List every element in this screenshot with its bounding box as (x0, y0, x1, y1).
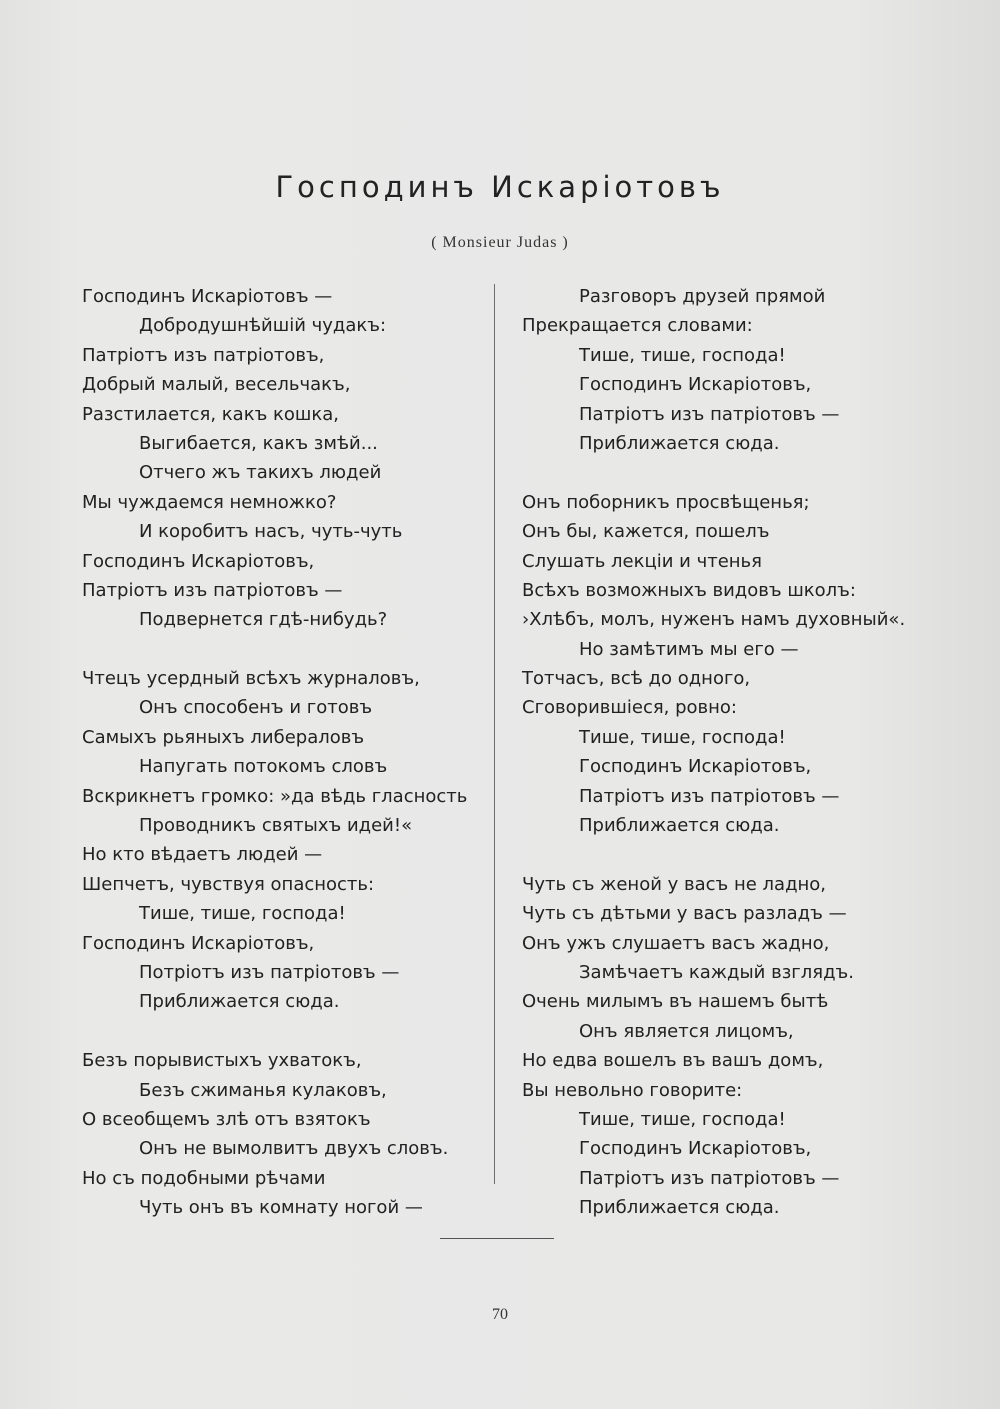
stanza-break (522, 840, 942, 869)
verse-line: Онъ поборникъ просвѣщенья; (522, 491, 810, 513)
column-divider (494, 284, 495, 1184)
stanza-break (82, 1017, 494, 1046)
verse-line: Но едва вошелъ въ вашъ домъ, (522, 1050, 824, 1072)
verse-line: Тише, тише, господа! (139, 903, 346, 925)
verse-line: Чуть онъ въ комнату ногой — (139, 1197, 423, 1219)
stanza-break (82, 635, 494, 664)
verse-line: Добродушнѣйшій чудакъ: (139, 315, 387, 337)
verse-line: Онъ способенъ и готовъ (139, 697, 373, 719)
verse-line: Но кто вѣдаетъ людей — (82, 844, 323, 866)
verse-line: Онъ бы, кажется, пошелъ (522, 521, 770, 543)
right-column (522, 282, 942, 1223)
verse-line: Напугать потокомъ словъ (139, 756, 388, 778)
verse-line: Чуть съ женой у васъ не ладно, (522, 873, 827, 895)
page-number: 70 (492, 1306, 508, 1323)
verse-line: Выгибается, какъ змѣй... (139, 432, 378, 454)
verse-line: Безъ порывистыхъ ухватокъ, (82, 1050, 362, 1072)
verse-line: Мы чуждаемся немножко? (82, 491, 337, 513)
verse-line: Прекращается словами: (522, 315, 753, 337)
poem-title: Господинъ Искаріотовъ (275, 170, 725, 204)
verse-line: ›Хлѣбъ, молъ, нуженъ намъ духовный«. (522, 609, 906, 631)
stanza-break (522, 458, 942, 487)
verse-line: Чуть съ дѣтьми у васъ разладъ — (522, 903, 847, 925)
verse-line: Потріотъ изъ патріотовъ — (139, 961, 400, 983)
verse-line: Проводникъ святыхъ идей!« (139, 815, 413, 837)
verse-line: Разговоръ друзей прямой (579, 286, 826, 307)
verse-line: Но съ подобными рѣчами (82, 1167, 326, 1189)
verse-line: Патріотъ изъ патріотовъ — (579, 1167, 840, 1189)
verse-line: Очень милымъ въ нашемъ бытѣ (522, 991, 829, 1013)
verse-line: Приближается сюда. (579, 815, 780, 837)
verse-line: Приближается сюда. (579, 432, 780, 454)
left-column (82, 282, 494, 1223)
verse-line: Отчего жъ такихъ людей (139, 462, 382, 484)
verse-line: Онъ является лицомъ, (579, 1020, 794, 1042)
verse-line: Господинъ Искаріотовъ, (82, 550, 315, 572)
verse-line: Всѣхъ возможныхъ видовъ школъ: (522, 579, 856, 601)
verse-line: Патріотъ изъ патріотовъ — (579, 785, 840, 807)
verse-line: Господинъ Искаріотовъ — (82, 286, 333, 307)
verse-line: Господинъ Искаріотовъ, (579, 756, 812, 778)
verse-line: Патріотъ изъ патріотовъ — (579, 403, 840, 425)
verse-line: Патріотъ изъ патріотовъ — (82, 579, 343, 601)
verse-line: Онъ ужъ слушаетъ васъ жадно, (522, 932, 830, 954)
end-rule (440, 1238, 554, 1239)
verse-line: Подвернется гдѣ-нибудь? (139, 609, 388, 631)
verse-line: Чтецъ усердный всѣхъ журналовъ, (82, 668, 420, 690)
verse-line: И коробитъ насъ, чуть-чуть (139, 521, 403, 543)
verse-line: Господинъ Искаріотовъ, (579, 1138, 812, 1160)
verse-line: Добрый малый, весельчакъ, (82, 374, 351, 396)
verse-line: Тише, тише, господа! (579, 344, 786, 366)
verse-line: Онъ не вымолвитъ двухъ словъ. (139, 1138, 449, 1160)
verse-line: Но замѣтимъ мы его — (579, 638, 799, 660)
verse-line: Господинъ Искаріотовъ, (579, 374, 812, 396)
verse-line: Приближается сюда. (139, 991, 340, 1013)
verse-line: Разстилается, какъ кошка, (82, 403, 339, 425)
verse-line: Патріотъ изъ патріотовъ, (82, 344, 325, 366)
verse-line: Шепчетъ, чувствуя опасность: (82, 873, 375, 895)
poem-subtitle: ( Monsieur Judas ) (431, 234, 569, 251)
verse-line: Сговорившіеся, ровно: (522, 697, 737, 719)
verse-line: О всеобщемъ злѣ отъ взятокъ (82, 1108, 371, 1130)
verse-line: Господинъ Искаріотовъ, (82, 932, 315, 954)
verse-line: Вы невольно говорите: (522, 1079, 743, 1101)
verse-line: Тише, тише, господа! (579, 726, 786, 748)
verse-line: Тотчасъ, всѣ до одного, (522, 668, 751, 690)
verse-line: Самыхъ рьяныхъ либераловъ (82, 726, 365, 748)
verse-line: Замѣчаетъ каждый взглядъ. (579, 961, 854, 983)
verse-line: Безъ сжиманья кулаковъ, (139, 1079, 387, 1101)
verse-line: Вскрикнетъ громко: »да вѣдь гласность (82, 785, 468, 807)
verse-line: Слушать лекціи и чтенья (522, 550, 762, 572)
verse-line: Тише, тише, господа! (579, 1108, 786, 1130)
verse-line: Приближается сюда. (579, 1197, 780, 1219)
